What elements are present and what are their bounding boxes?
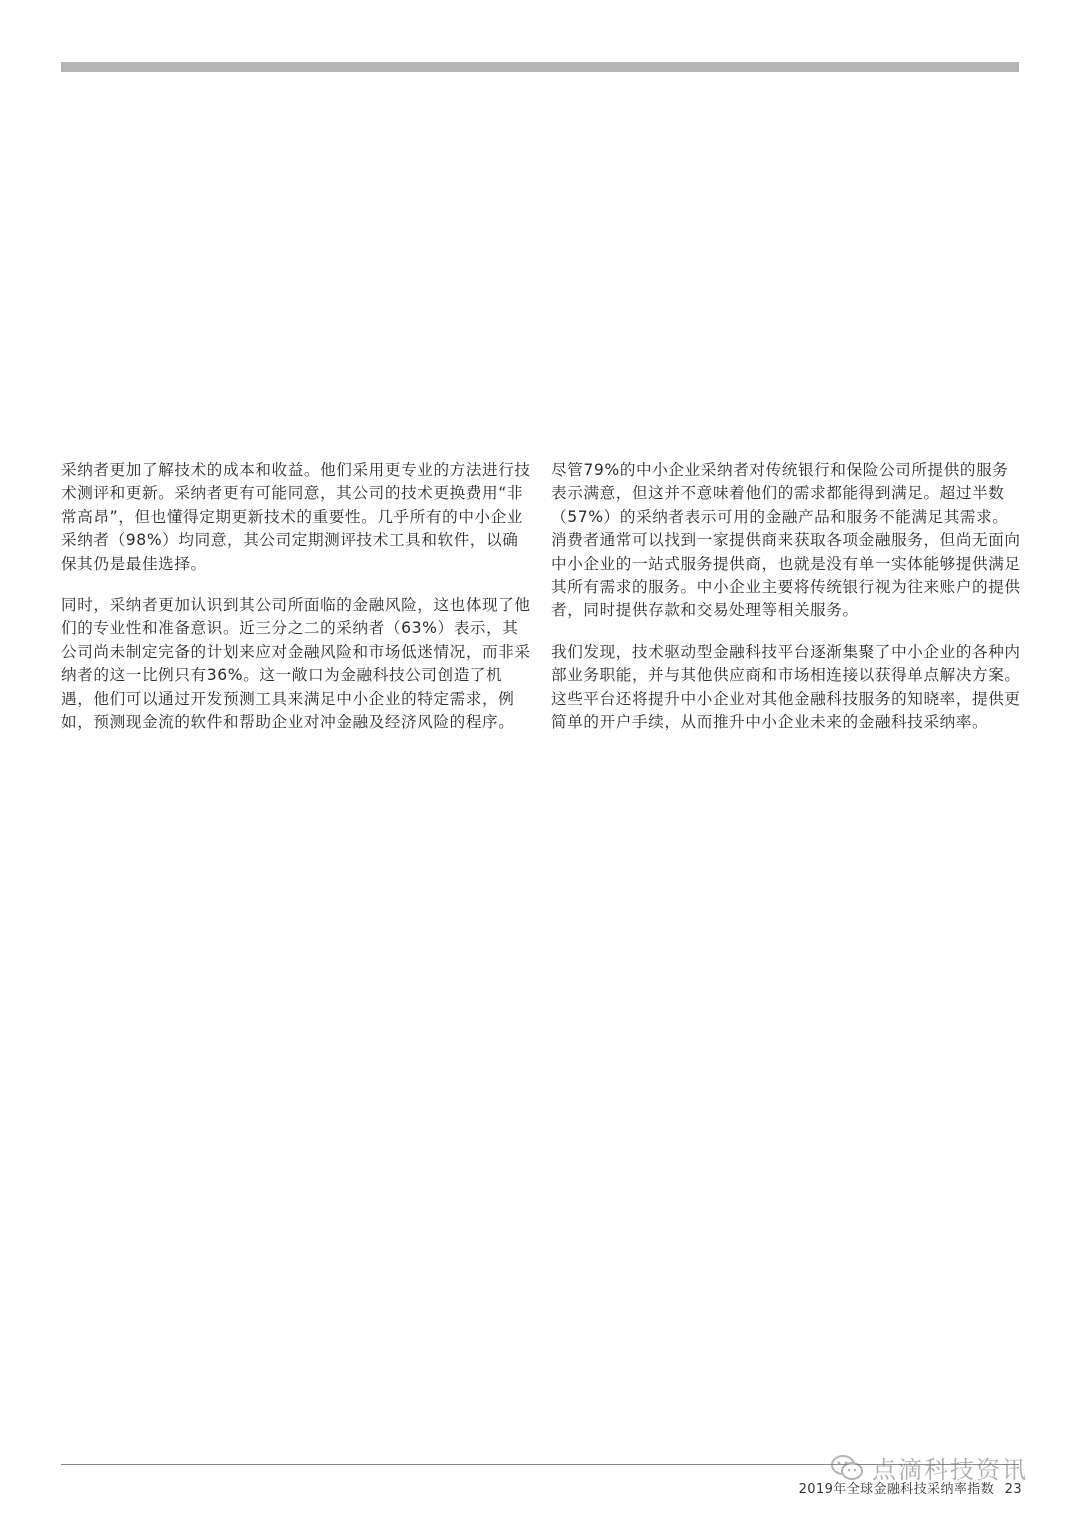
page-number: 23 [1004, 1482, 1022, 1497]
header-divider-bar [61, 62, 1019, 72]
page-footer [793, 1478, 1022, 1497]
paragraph: 同时，采纳者更加认识到其公司所面临的金融风险，这也体现了他们的专业性和准备意识。近三分之二的采纳者（63%）表示，其公司尚未制定完备的计划来应对金融风险和市场低迷情况，而非采纳者的这一比例只有36%。这一敞口为金融科技公司创造了机遇，他们可以通过开发预测工具来满足中小企业的特定需求，例如，预测现金流的软件和帮助企业对冲金融及经济风险的程序。 [61, 596, 531, 732]
left-text-column [61, 459, 531, 752]
paragraph: 尽管79%的中小企业采纳者对传统银行和保险公司所提供的服务表示满意，但这并不意味着他们的需求都能得到满足。超过半数（57%）的采纳者表示可用的金融产品和服务不能满足其需求。消费者通常可以找到一家提供商来获取各项金融服务，但尚无面向中小企业的一站式服务提供商，也就是没有单一实体能够提供满足其所有需求的服务。中小企业主要将传统银行视为往来账户的提供者，同时提供存款和交易处理等相关服务。 [551, 461, 1021, 620]
watermark-text: 点滴科技资讯 [872, 1456, 1028, 1484]
paragraph: 采纳者更加了解技术的成本和收益。他们采用更专业的方法进行技术测评和更新。采纳者更有可能同意，其公司的技术更换费用“非常高昂”，但也懂得定期更新技术的重要性。几乎所有的中小企业采纳者（98%）均同意，其公司定期测评技术工具和软件，以确保其仍是最佳选择。 [61, 461, 531, 573]
right-text-column [551, 459, 1021, 752]
report-title: 2019年全球金融科技采纳率指数 [798, 1482, 995, 1497]
paragraph: 我们发现，技术驱动型金融科技平台逐渐集聚了中小企业的各种内部业务职能，并与其他供应商和市场相连接以获得单点解决方案。这些平台还将提升中小企业对其他金融科技服务的知晓率，提供更简单的开户手续，从而推升中小企业未来的金融科技采纳率。 [551, 642, 1021, 732]
